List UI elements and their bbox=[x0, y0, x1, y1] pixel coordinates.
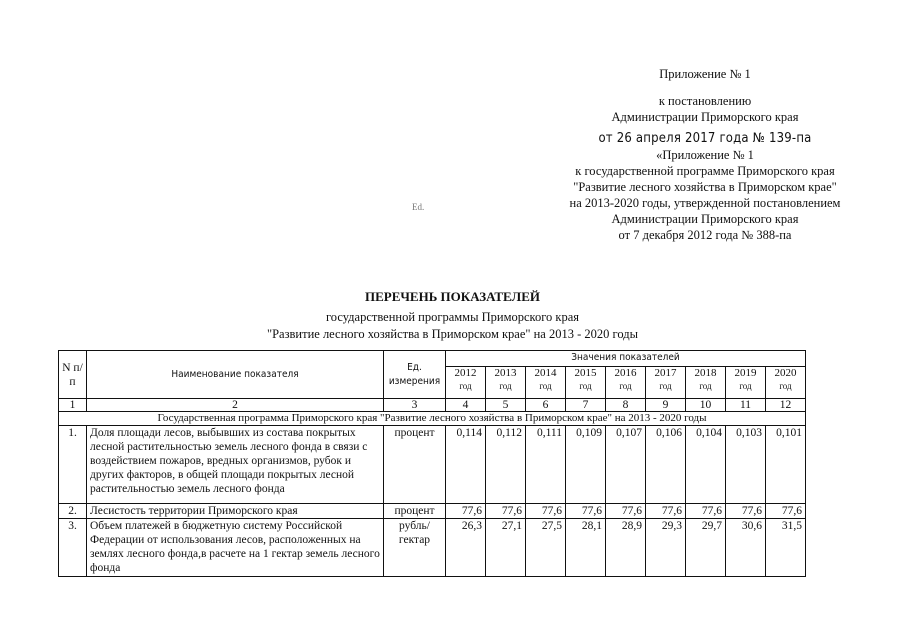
column-number: 7 bbox=[566, 399, 606, 412]
row-num: 2. bbox=[59, 504, 87, 519]
col-header-num: N п/п bbox=[59, 351, 87, 399]
column-number: 5 bbox=[486, 399, 526, 412]
row-num: 1. bbox=[59, 426, 87, 504]
row-value: 28,1 bbox=[566, 519, 606, 577]
row-value: 0,106 bbox=[646, 426, 686, 504]
indicators-table bbox=[58, 350, 806, 577]
row-value: 77,6 bbox=[566, 504, 606, 519]
program-name-label: "Развитие лесного хозяйства в Приморском крае" bbox=[573, 180, 837, 194]
subtitle-2: "Развитие лесного хозяйства в Приморском крае" на 2013 - 2020 годы bbox=[266, 327, 638, 341]
year-header: 2013 год bbox=[486, 367, 526, 399]
row-value: 27,5 bbox=[526, 519, 566, 577]
row-value: 77,6 bbox=[726, 504, 766, 519]
table-row bbox=[59, 426, 806, 504]
to-program-label: к государственной программе Приморского края bbox=[575, 164, 835, 178]
column-number: 12 bbox=[766, 399, 806, 412]
column-number: 10 bbox=[686, 399, 726, 412]
row-value: 0,107 bbox=[606, 426, 646, 504]
resolution-date-label: от 7 декабря 2012 года № 388-па bbox=[618, 228, 792, 242]
year-header: 2012 год bbox=[446, 367, 486, 399]
row-num: 3. bbox=[59, 519, 87, 577]
row-value: 26,3 bbox=[446, 519, 486, 577]
column-number: 1 bbox=[59, 399, 87, 412]
column-number: 3 bbox=[384, 399, 446, 412]
row-value: 0,104 bbox=[686, 426, 726, 504]
table-row bbox=[59, 504, 806, 519]
year-header: 2017 год bbox=[646, 367, 686, 399]
col-header-values: Значения показателей bbox=[446, 351, 806, 367]
row-value: 77,6 bbox=[446, 504, 486, 519]
row-value: 0,112 bbox=[486, 426, 526, 504]
row-name: Объем платежей в бюджетную систему Российской Федерации от использования лесов, расположенных на землях лесного фонда,в расчете на 1 гектар земель лесного фонда bbox=[87, 519, 384, 577]
administration-label: Администрации Приморского края bbox=[611, 110, 799, 124]
years-approved-label: на 2013-2020 годы, утвержденной постановлением bbox=[569, 196, 841, 210]
row-name: Лесистость территории Приморского края bbox=[87, 504, 384, 519]
column-number: 11 bbox=[726, 399, 766, 412]
year-header: 2016 год bbox=[606, 367, 646, 399]
section-row: Государственная программа Приморского края "Развитие лесного хозяйства в Приморском крае" на 2013 - 2020 годы bbox=[59, 412, 806, 426]
row-value: 0,103 bbox=[726, 426, 766, 504]
date-stamp: от 26 апреля 2017 года № 139-па bbox=[598, 131, 812, 146]
column-number: 8 bbox=[606, 399, 646, 412]
row-value: 77,6 bbox=[606, 504, 646, 519]
row-value: 77,6 bbox=[526, 504, 566, 519]
document-header bbox=[520, 66, 890, 243]
stray-mark: Ed. bbox=[412, 202, 425, 212]
to-resolution-label: к постановлению bbox=[658, 94, 752, 108]
subtitle-1: государственной программы Приморского края bbox=[325, 310, 580, 324]
row-unit: процент bbox=[384, 426, 446, 504]
row-value: 31,5 bbox=[766, 519, 806, 577]
column-number: 9 bbox=[646, 399, 686, 412]
row-value: 29,7 bbox=[686, 519, 726, 577]
year-header: 2020 год bbox=[766, 367, 806, 399]
row-value: 77,6 bbox=[686, 504, 726, 519]
year-header: 2019 год bbox=[726, 367, 766, 399]
appendix-quoted-label: «Приложение № 1 bbox=[656, 148, 754, 162]
col-header-name: Наименование показателя bbox=[87, 351, 384, 399]
row-value: 77,6 bbox=[646, 504, 686, 519]
row-value: 27,1 bbox=[486, 519, 526, 577]
table-row bbox=[59, 519, 806, 577]
year-header: 2018 год bbox=[686, 367, 726, 399]
row-value: 30,6 bbox=[726, 519, 766, 577]
administration2-label: Администрации Приморского края bbox=[611, 212, 799, 226]
row-value: 0,114 bbox=[446, 426, 486, 504]
row-value: 0,101 bbox=[766, 426, 806, 504]
row-value: 0,109 bbox=[566, 426, 606, 504]
column-number: 2 bbox=[87, 399, 384, 412]
row-value: 77,6 bbox=[766, 504, 806, 519]
column-number: 4 bbox=[446, 399, 486, 412]
row-value: 77,6 bbox=[486, 504, 526, 519]
column-number: 6 bbox=[526, 399, 566, 412]
row-unit: процент bbox=[384, 504, 446, 519]
year-header: 2015 год bbox=[566, 367, 606, 399]
row-value: 0,111 bbox=[526, 426, 566, 504]
col-header-unit: Ед. измерения bbox=[384, 351, 446, 399]
year-header: 2014 год bbox=[526, 367, 566, 399]
row-unit: рубль/ гектар bbox=[384, 519, 446, 577]
row-name: Доля площади лесов, выбывших из состава покрытых лесной растительностью земель лесного фонда в связи с воздействием пожаров, вредных организмов, рубок и других факторов, в общей площади покрытых лесной растительностью земель лесного фонда bbox=[87, 426, 384, 504]
appendix-label: Приложение № 1 bbox=[659, 67, 751, 81]
page-title: ПЕРЕЧЕНЬ ПОКАЗАТЕЛЕЙ bbox=[364, 289, 541, 304]
row-value: 28,9 bbox=[606, 519, 646, 577]
column-numbers-row bbox=[59, 399, 806, 412]
row-value: 29,3 bbox=[646, 519, 686, 577]
